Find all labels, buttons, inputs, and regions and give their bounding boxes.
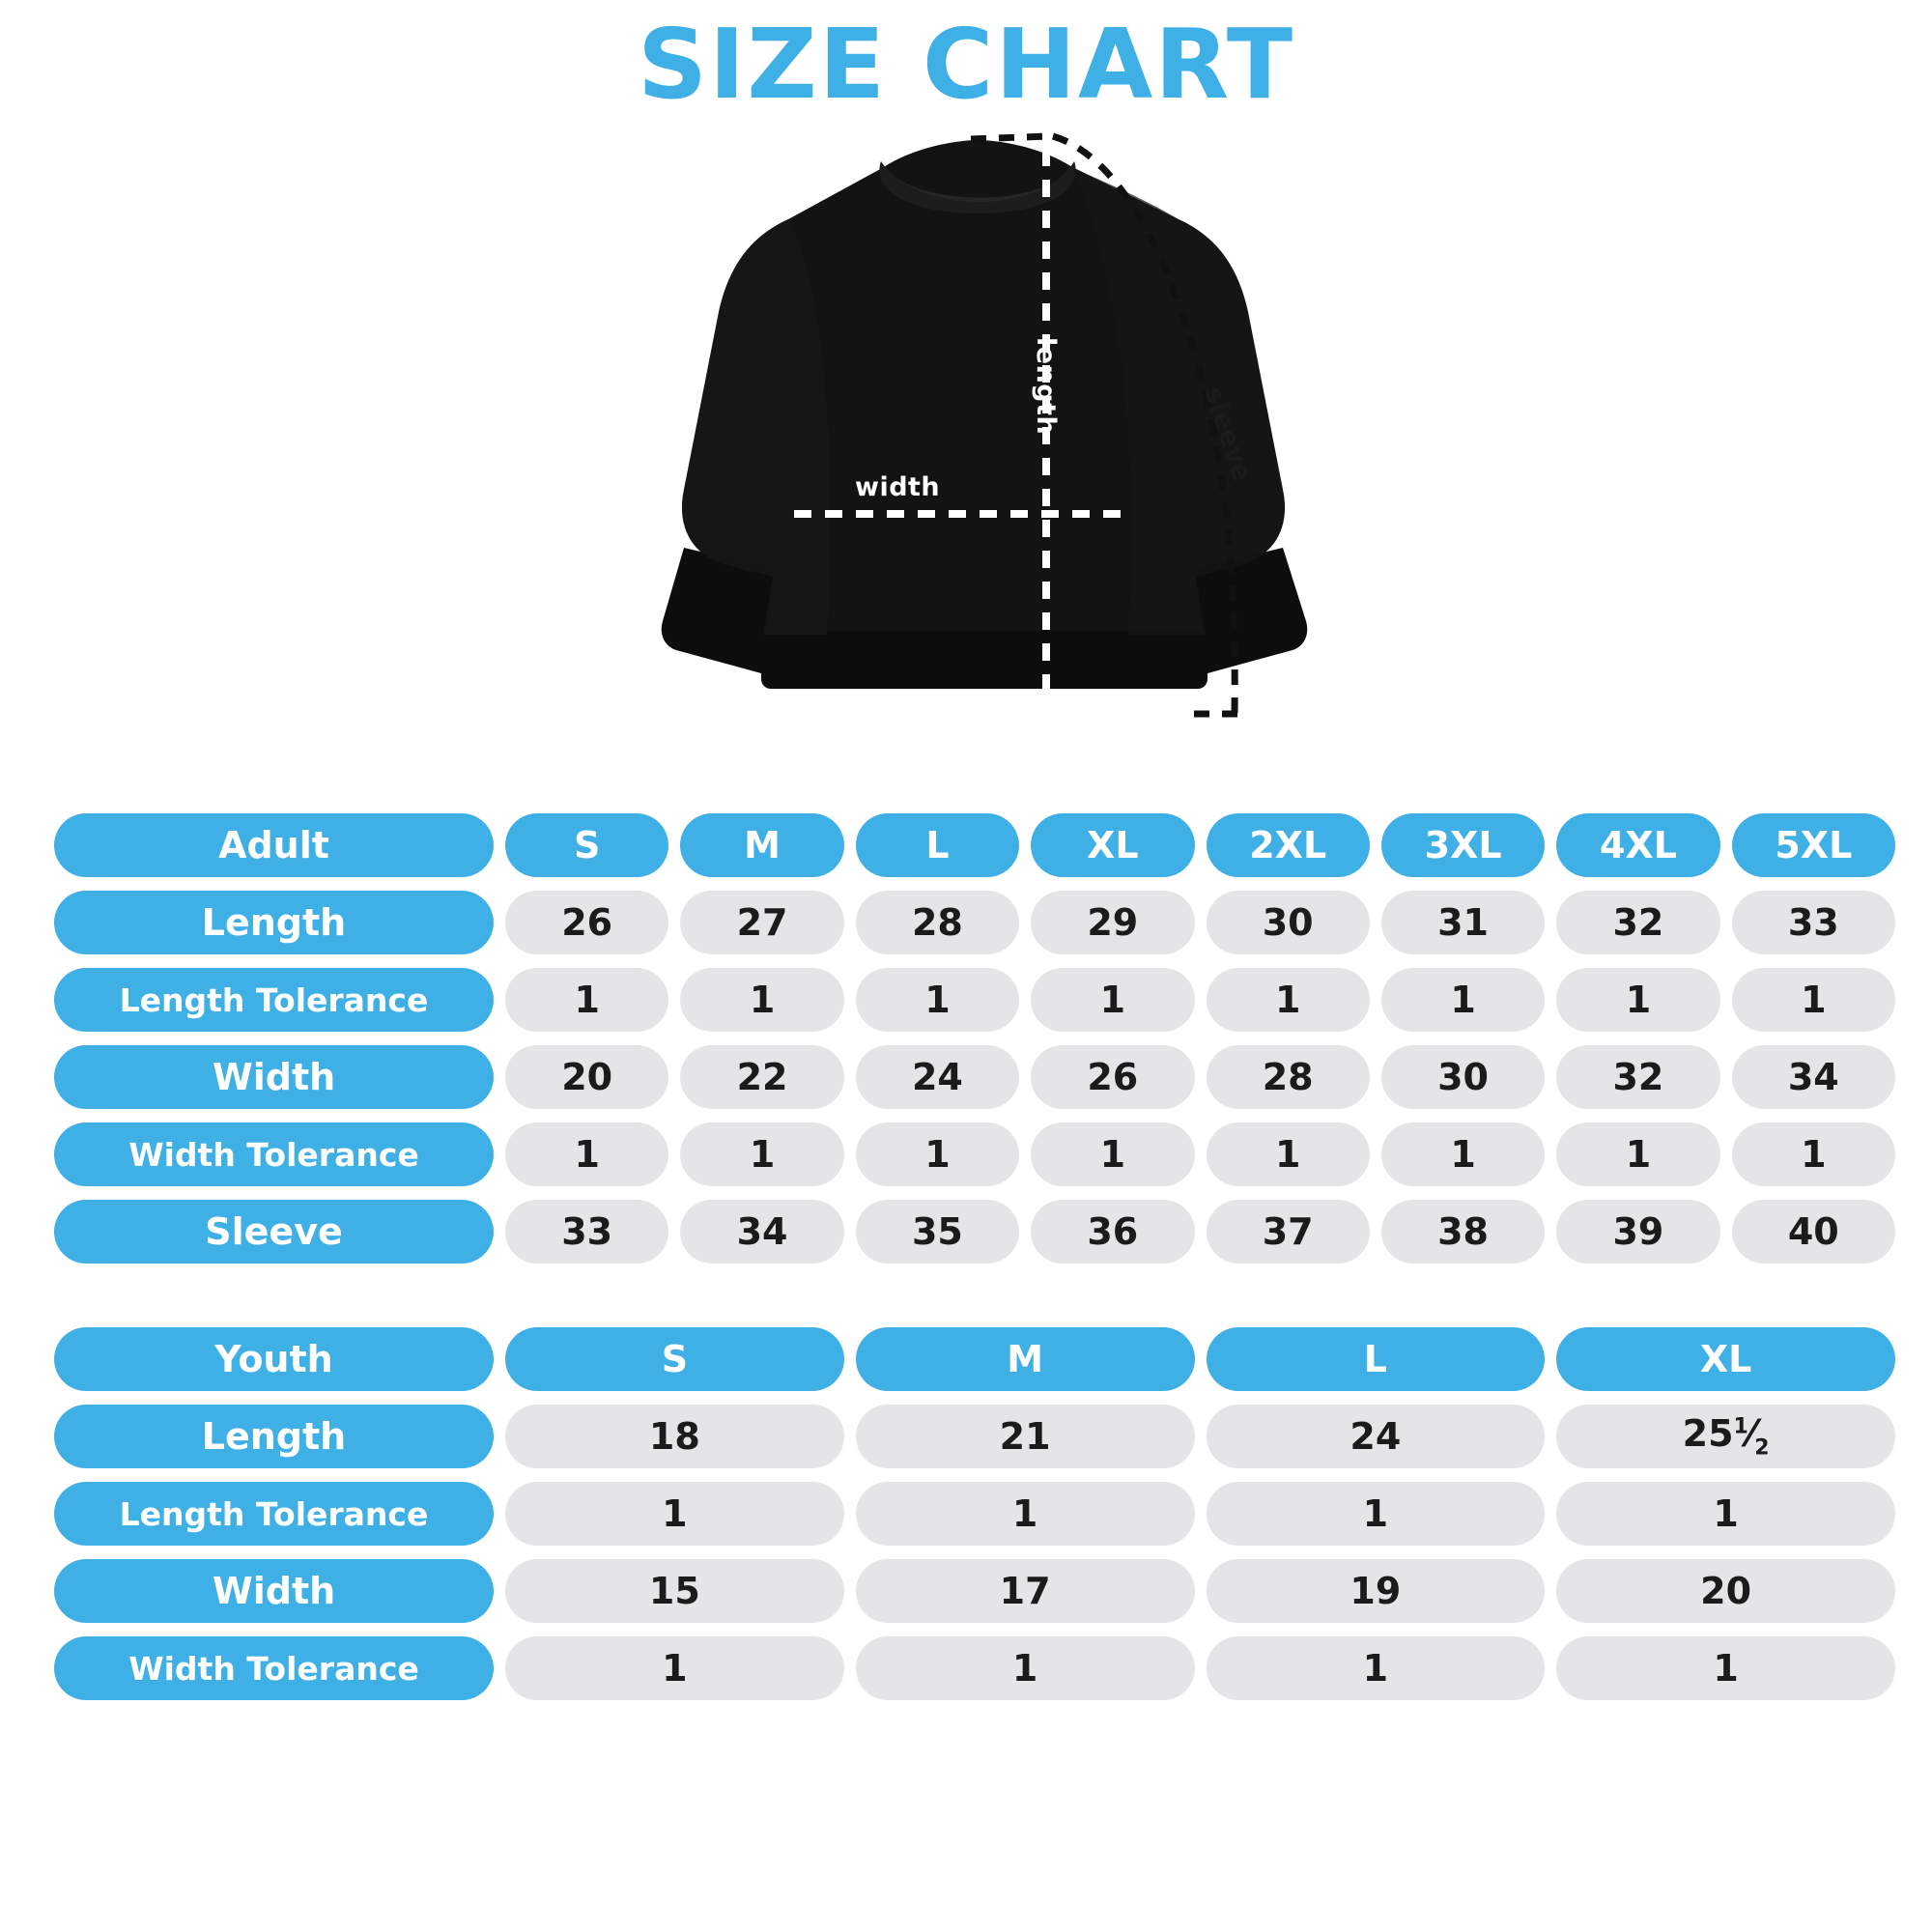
adult-length-4xl: 32: [1556, 891, 1719, 954]
youth-row-label-length-tolerance: Length Tolerance: [54, 1482, 494, 1546]
table-row: [54, 891, 1895, 954]
adult-length-2xl: 30: [1207, 891, 1370, 954]
adult-width-s: 20: [505, 1045, 668, 1109]
adult-length-3xl: 31: [1381, 891, 1545, 954]
adult-col-s: S: [505, 813, 668, 877]
table-row: [54, 1482, 1895, 1546]
adult-col-4xl: 4XL: [1556, 813, 1719, 877]
adult-sleeve-xl: 36: [1031, 1200, 1194, 1264]
adult-width-3xl: 30: [1381, 1045, 1545, 1109]
adult-width-tol-l: 1: [856, 1122, 1019, 1186]
youth-col-xl: XL: [1556, 1327, 1895, 1391]
adult-length-tol-l: 1: [856, 968, 1019, 1032]
adult-sleeve-4xl: 39: [1556, 1200, 1719, 1264]
adult-length-s: 26: [505, 891, 668, 954]
youth-length-tol-xl: 1: [1556, 1482, 1895, 1546]
youth-length-tol-l: 1: [1207, 1482, 1546, 1546]
youth-length-l: 24: [1207, 1405, 1546, 1468]
adult-length-tol-3xl: 1: [1381, 968, 1545, 1032]
adult-sleeve-5xl: 40: [1732, 1200, 1895, 1264]
youth-col-l: L: [1207, 1327, 1546, 1391]
table-row: [54, 1636, 1895, 1700]
garment-illustration: [0, 115, 1932, 781]
adult-row-label-width: Width: [54, 1045, 494, 1109]
table-header-row: [54, 813, 1895, 877]
adult-length-5xl: 33: [1732, 891, 1895, 954]
adult-width-tol-s: 1: [505, 1122, 668, 1186]
youth-length-xl-value: $25^1⁄_2$: [1682, 1412, 1770, 1461]
adult-length-tol-4xl: 1: [1556, 968, 1719, 1032]
table-header-row: [54, 1327, 1895, 1391]
adult-length-xl: 29: [1031, 891, 1194, 954]
adult-width-tol-2xl: 1: [1207, 1122, 1370, 1186]
youth-length-m: 21: [856, 1405, 1195, 1468]
adult-col-5xl: 5XL: [1732, 813, 1895, 877]
adult-width-5xl: 34: [1732, 1045, 1895, 1109]
adult-size-table: [43, 800, 1907, 1277]
youth-length-tol-m: 1: [856, 1482, 1195, 1546]
adult-length-m: 27: [680, 891, 843, 954]
table-row: [54, 1405, 1895, 1468]
youth-width-tol-m: 1: [856, 1636, 1195, 1700]
table-row: [54, 1122, 1895, 1186]
youth-width-tol-l: 1: [1207, 1636, 1546, 1700]
adult-width-tol-3xl: 1: [1381, 1122, 1545, 1186]
adult-row-label-width-tolerance: Width Tolerance: [54, 1122, 494, 1186]
measurement-guides: [0, 115, 1932, 781]
youth-width-l: 19: [1207, 1559, 1546, 1623]
youth-row-label-width: Width: [54, 1559, 494, 1623]
adult-width-tol-xl: 1: [1031, 1122, 1194, 1186]
youth-col-m: M: [856, 1327, 1195, 1391]
adult-length-tol-xl: 1: [1031, 968, 1194, 1032]
adult-row-label-sleeve: Sleeve: [54, 1200, 494, 1264]
adult-corner-label: Adult: [54, 813, 494, 877]
youth-col-s: S: [505, 1327, 844, 1391]
adult-width-xl: 26: [1031, 1045, 1194, 1109]
adult-row-label-length-tolerance: Length Tolerance: [54, 968, 494, 1032]
adult-width-tol-4xl: 1: [1556, 1122, 1719, 1186]
adult-col-xl: XL: [1031, 813, 1194, 877]
adult-width-tol-5xl: 1: [1732, 1122, 1895, 1186]
youth-width-tol-s: 1: [505, 1636, 844, 1700]
youth-length-s: 18: [505, 1405, 844, 1468]
label-width: width: [855, 472, 941, 502]
youth-length-tol-s: 1: [505, 1482, 844, 1546]
size-tables: [0, 800, 1932, 1714]
adult-col-3xl: 3XL: [1381, 813, 1545, 877]
adult-col-l: L: [856, 813, 1019, 877]
adult-sleeve-3xl: 38: [1381, 1200, 1545, 1264]
table-row: [54, 1559, 1895, 1623]
adult-length-tol-5xl: 1: [1732, 968, 1895, 1032]
youth-width-s: 15: [505, 1559, 844, 1623]
adult-width-l: 24: [856, 1045, 1019, 1109]
adult-row-label-length: Length: [54, 891, 494, 954]
adult-width-tol-m: 1: [680, 1122, 843, 1186]
youth-length-xl: [1556, 1405, 1895, 1468]
adult-length-tol-m: 1: [680, 968, 843, 1032]
youth-row-label-length: Length: [54, 1405, 494, 1468]
adult-sleeve-l: 35: [856, 1200, 1019, 1264]
youth-width-m: 17: [856, 1559, 1195, 1623]
table-row: [54, 968, 1895, 1032]
adult-width-m: 22: [680, 1045, 843, 1109]
adult-length-l: 28: [856, 891, 1019, 954]
table-row: [54, 1200, 1895, 1264]
adult-sleeve-m: 34: [680, 1200, 843, 1264]
adult-col-m: M: [680, 813, 843, 877]
page-title: SIZE CHART: [637, 8, 1295, 121]
youth-size-table: [43, 1314, 1907, 1714]
adult-width-4xl: 32: [1556, 1045, 1719, 1109]
adult-sleeve-s: 33: [505, 1200, 668, 1264]
adult-length-tol-2xl: 1: [1207, 968, 1370, 1032]
adult-col-2xl: 2XL: [1207, 813, 1370, 877]
youth-row-label-width-tolerance: Width Tolerance: [54, 1636, 494, 1700]
adult-sleeve-2xl: 37: [1207, 1200, 1370, 1264]
label-length: length: [1031, 337, 1061, 436]
adult-width-2xl: 28: [1207, 1045, 1370, 1109]
youth-width-xl: 20: [1556, 1559, 1895, 1623]
youth-corner-label: Youth: [54, 1327, 494, 1391]
adult-length-tol-s: 1: [505, 968, 668, 1032]
youth-width-tol-xl: 1: [1556, 1636, 1895, 1700]
label-sleeve: sleeve: [1198, 384, 1258, 486]
table-row: [54, 1045, 1895, 1109]
